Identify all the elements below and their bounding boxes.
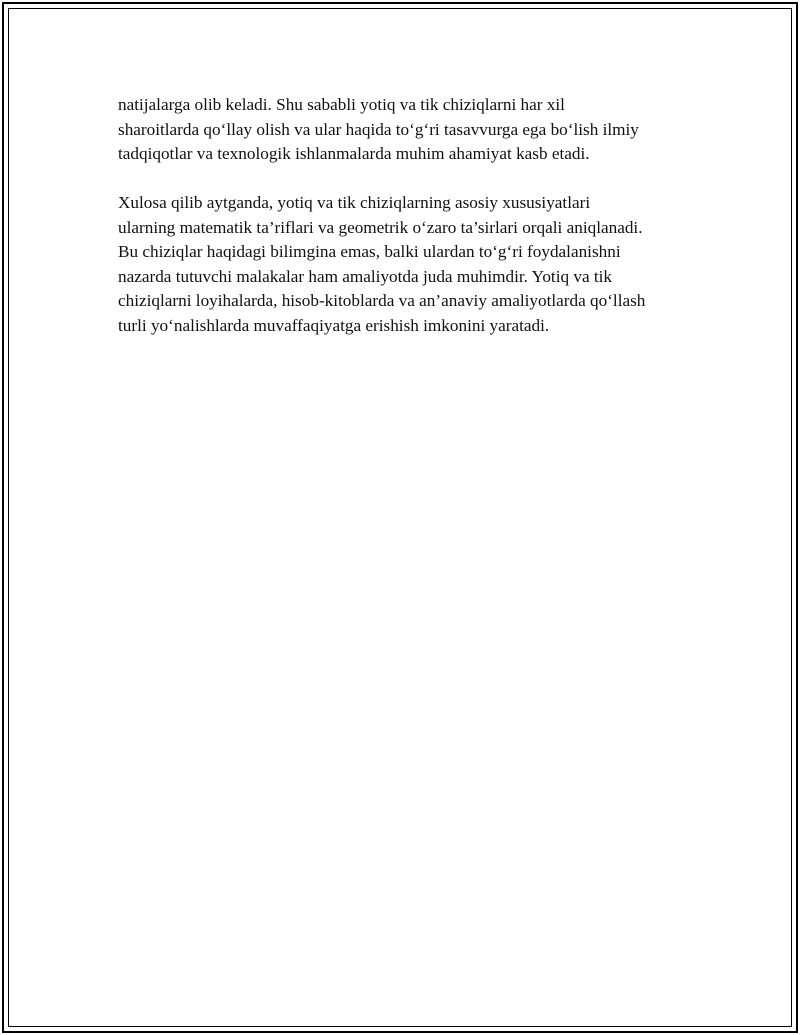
text-line: Bu chiziqlar haqidagi bilimgina emas, balki ulardan to‘g‘ri foydalanishni [118,242,621,261]
text-line: turli yo‘nalishlarda muvaffaqiyatga erishish imkonini yaratadi. [118,315,550,335]
text-line: tadqiqotlar va texnologik ishlanmalarda muhim ahamiyat kasb etadi. [118,144,590,163]
text-line: natijalarga olib keladi. Shu sababli yotiq va tik chiziqlarni har xil [118,95,565,114]
text-line: Xulosa qilib aytganda, yotiq va tik chiziqlarning asosiy xususiyatlari [118,193,591,212]
text-line: sharoitlarda qo‘llay olish va ular haqida to‘g‘ri tasavvurga ega bo‘lish ilmiy [118,119,639,139]
text-line: ularning matematik ta’riflari va geometrik o‘zaro ta’sirlari orqali aniqlanadi. [118,217,643,237]
text-line: nazarda tutuvchi malakalar ham amaliyotda juda muhimdir. Yotiq va tik [118,266,613,286]
text-line: chiziqlarni loyihalarda, hisob-kitoblarda va an’anaviy amaliyotlarda qo‘llash [118,291,646,310]
document-body [118,93,698,338]
paragraph-continuation [118,93,698,167]
paragraph-conclusion [118,191,698,338]
